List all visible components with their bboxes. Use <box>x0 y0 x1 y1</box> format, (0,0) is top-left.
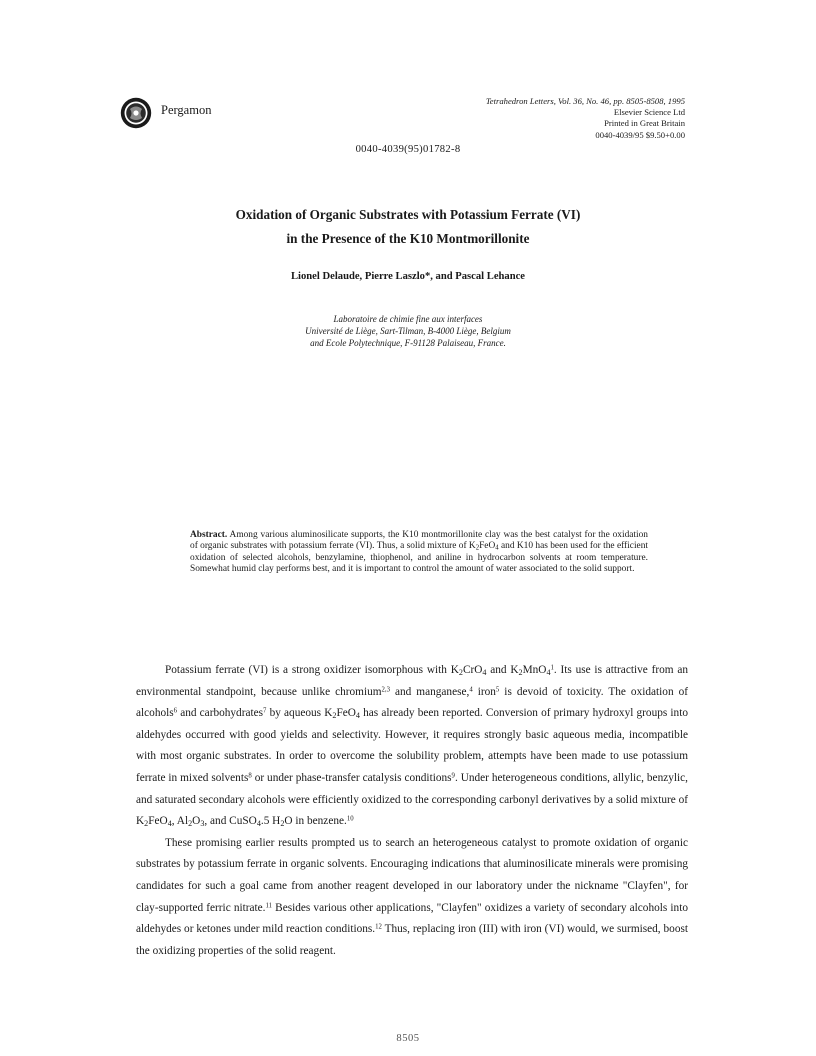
paragraph <box>136 660 688 833</box>
reference-marker: 2,3 <box>381 685 391 693</box>
subscript: 2 <box>475 544 480 552</box>
paper-title <box>0 203 816 251</box>
subscript: 3 <box>200 818 205 828</box>
subscript: 2 <box>188 818 193 828</box>
paragraph-text: has already been reported. Conversion of primary hydroxyl groups into aldehydes occurred with good yields and selectivity. However, it requires strongly basic aqueous media, incompatible with most organic substrates. In order to overcome the solubility problem, attempts have been made to use potassium ferrate in mixed solvents <box>136 707 688 784</box>
paragraph-text: or under phase-transfer catalysis conditions <box>251 771 452 784</box>
subscript: 4 <box>546 667 551 677</box>
reference-marker: 6 <box>173 707 178 715</box>
author-list: Lionel Delaude, Pierre Laszlo*, and Pascal Lehance <box>290 271 526 282</box>
paragraph-text: Potassium ferrate (VI) is a strong oxidizer isomorphous with K <box>165 664 459 676</box>
paragraph-text: , and CuSO <box>204 815 257 828</box>
article-identifier: 0040-4039(95)01782-8 <box>355 144 461 155</box>
paragraph-text: CrO <box>462 664 483 676</box>
paragraph-text: and manganese, <box>390 685 470 698</box>
subscript: 4 <box>167 818 172 828</box>
reference-marker: 7 <box>263 707 267 715</box>
reference-marker: 9 <box>451 772 455 780</box>
affiliation-line: Laboratoire de chimie fine aux interfaces <box>333 314 483 324</box>
paragraph-text: and carbohydrates <box>177 707 264 720</box>
affiliation <box>0 313 816 349</box>
reference-marker: 5 <box>495 685 500 693</box>
paragraph-text: FeO <box>148 815 168 828</box>
reference-marker: 10 <box>346 815 354 823</box>
subscript: 2 <box>458 667 463 677</box>
paragraph-text: , Al <box>171 815 189 828</box>
journal-line: Printed in Great Britain <box>604 118 685 129</box>
publisher-name: Pergamon <box>161 103 212 117</box>
body-text <box>136 660 688 962</box>
paragraph-text: MnO <box>522 664 547 676</box>
abstract-label: Abstract. <box>190 530 228 540</box>
title-line: in the Presence of the K10 Montmorillonite <box>286 231 530 246</box>
paragraph-text: O <box>192 815 201 828</box>
subscript: 2 <box>518 667 523 677</box>
publisher-logo-icon <box>120 97 152 129</box>
abstract-text: Among various aluminosilicate supports, the K10 montmorillonite clay was the best catalyst for the oxidation of organic substrates with potassium ferrate (VI). Thus, a solid mixture of K <box>190 530 648 552</box>
subscript: 4 <box>495 544 499 552</box>
paragraph-text: FeO <box>336 707 356 720</box>
subscript: 4 <box>355 710 360 720</box>
subscript: 4 <box>482 667 487 677</box>
reference-marker: 11 <box>265 901 273 909</box>
affiliation-line: and Ecole Polytechnique, F-91128 Palaiseau, France. <box>310 338 506 348</box>
journal-line: Elsevier Science Ltd <box>613 107 685 118</box>
abstract-text: and K10 has been used for the efficient oxidation of selected alcohols, benzylamine, thiophenol, and aniline in hydrocarbon solvents at room temperature. Somewhat humid clay performs best, and it is important to control the amount of water associated to the solid support. <box>190 541 648 575</box>
paragraph-text: by aqueous K <box>266 707 333 720</box>
paragraph-text: . Under heterogeneous conditions, allylic, benzylic, and saturated secondary alcohols were efficiently oxidized to the corresponding carbonyl derivatives by a solid mixture of K <box>136 771 688 828</box>
paragraph-text: . Its use is attractive from an environmental standpoint, because unlike chromium <box>136 664 688 698</box>
journal-citation <box>486 96 685 141</box>
reference-marker: 8 <box>248 772 252 780</box>
reference-marker: 1 <box>550 664 554 672</box>
subscript: 2 <box>280 818 285 828</box>
paragraph-text: .5 H <box>260 815 281 828</box>
reference-marker: 12 <box>375 923 382 931</box>
paragraph-text: O in benzene. <box>284 815 347 828</box>
paragraph-text: Besides various other applications, "Clayfen" oxidizes a variety of secondary alcohols into aldehydes or ketones under mild reaction conditions. <box>136 901 688 936</box>
reference-marker: 4 <box>469 685 473 693</box>
page-number: 8505 <box>396 1033 420 1044</box>
paragraph-text: Thus, replacing iron (III) with iron (VI) would, we surmised, boost the oxidizing properties of the solid reagent. <box>136 923 688 957</box>
abstract-text: FeO <box>479 541 496 552</box>
paragraph <box>136 833 688 963</box>
journal-line: Tetrahedron Letters, Vol. 36, No. 46, pp. 8505-8508, 1995 <box>485 96 685 106</box>
paragraph-text: These promising earlier results prompted us to search an heterogeneous catalyst to promote oxidation of organic substrates by potassium ferrate in organic solvents. Encouraging indications that aluminosilicate minerals were promising candidates for such a goal came from another reagent developed in our laboratory under the nickname "Clayfen", for clay-supported ferric nitrate. <box>136 836 688 914</box>
paragraph-text: iron <box>472 685 496 698</box>
subscript: 4 <box>256 818 261 828</box>
journal-line: 0040-4039/95 $9.50+0.00 <box>595 129 685 140</box>
affiliation-line: Université de Liège, Sart-Tilman, B-4000 Liège, Belgium <box>305 326 511 336</box>
paragraph-text: is devoid of toxicity. The oxidation of alcohols <box>136 685 688 720</box>
subscript: 2 <box>144 818 149 828</box>
abstract <box>190 530 648 576</box>
paragraph-text: and K <box>486 664 519 676</box>
subscript: 2 <box>332 710 337 720</box>
title-line: Oxidation of Organic Substrates with Potassium Ferrate (VI) <box>235 207 581 222</box>
